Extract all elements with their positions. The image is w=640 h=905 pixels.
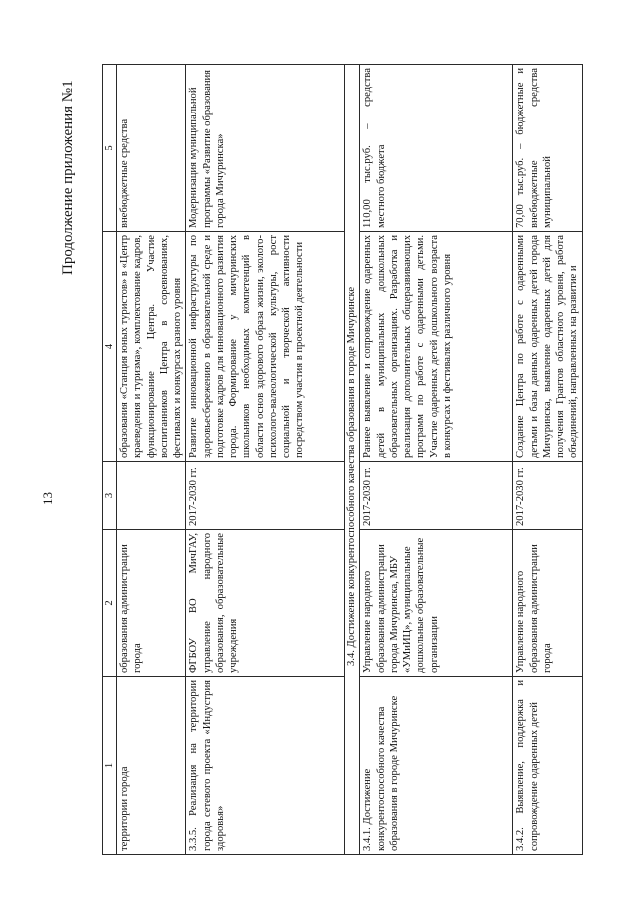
cell-funding: внебюджетные средства [117, 65, 186, 232]
cell-activity: 3.3.5. Реализация на территории города сетевого проекта «Индустрия здоровья» [186, 677, 345, 855]
section-heading: 3.4. Достижение конкурентоспособного качества образования в городе Мичуринске [345, 65, 360, 855]
cell-responsible: Управление народного образования администрации города Мичуринска, МБУ «УМиИЦ», муниципальные дошкольные образовательные организации [360, 530, 513, 677]
cell-result: Раннее выявление и сопровождение одаренных детей в муниципальных дошкольных образовательных организациях. Разработка и реализация дополнительных общеразвивающих программ по работе с одаренными детьми. Участие одаренных детей дошкольного возраста в конкурсах и фестивалях различного уровня [360, 232, 513, 462]
plan-table [102, 64, 583, 855]
header-row [103, 65, 117, 855]
cell-result: Развитие инновационной инфраструктуры по здоровьесбережению в образовательной среде и подготовке кадров для инновационного развития города. Формирование у мичуринских школьников необходимых компетенций в области основ здорового образа жизни, эколого-психолого-валеологической культуры, рост социальной и творческой активности посредством участия в проектной деятельности [186, 232, 345, 462]
cell-result: Создание Центра по работе с одаренными детьми и базы данных одаренных детей города Мичуринска, выявление одаренных детей для получения Грантов областного уровня, работа объединений, направленных на развитие и [513, 232, 582, 462]
cell-period: 2017-2030 гг. [186, 462, 345, 530]
cell-period: 2017-2030 гг. [513, 462, 582, 530]
cell-activity: 3.4.1. Достижение конкурентоспособного качества образования в городе Мичуринске [360, 677, 513, 855]
table-row-continued [117, 65, 186, 855]
header-cell-2: 2 [103, 530, 117, 677]
cell-responsible: Управление народного образования администрации города [513, 530, 582, 677]
cell-funding: 70,00 тыс.руб. – бюджетные и внебюджетные средства муниципальной [513, 65, 582, 232]
cell-activity: территории города [117, 677, 186, 855]
table-row-3-3-5 [186, 65, 345, 855]
cell-responsible: образования администрации города [117, 530, 186, 677]
page-number: 13 [40, 492, 55, 505]
table-row-3-4-2 [513, 65, 582, 855]
cell-responsible: ФГБОУ ВО МичГАУ, управление народного образования, образовательные учреждения [186, 530, 345, 677]
section-row-3-4 [345, 65, 360, 855]
cell-funding: 110,00 тыс.руб. – средства местного бюджета [360, 65, 513, 232]
cell-period: 2017-2030 гг. [360, 462, 513, 530]
table-row-3-4-1 [360, 65, 513, 855]
cell-funding: Модернизация муниципальной программы «Развитие образования города Мичуринска» [186, 65, 345, 232]
plan-table-container [102, 65, 580, 855]
appendix-title: Продолжение приложения №1 [60, 80, 76, 275]
cell-period [117, 462, 186, 530]
cell-activity: 3.4.2. Выявление, поддержка и сопровождение одаренных детей [513, 677, 582, 855]
header-cell-5: 5 [103, 65, 117, 232]
header-cell-4: 4 [103, 232, 117, 462]
header-cell-1: 1 [103, 677, 117, 855]
header-cell-3: 3 [103, 462, 117, 530]
cell-result: образования «Станция юных туристов» в «Центр краеведения и туризма», комплектование кадров, функционирование Центра. Участие воспитанников Центра в соревнованиях, фестивалях и конкурсах разного уровня [117, 232, 186, 462]
